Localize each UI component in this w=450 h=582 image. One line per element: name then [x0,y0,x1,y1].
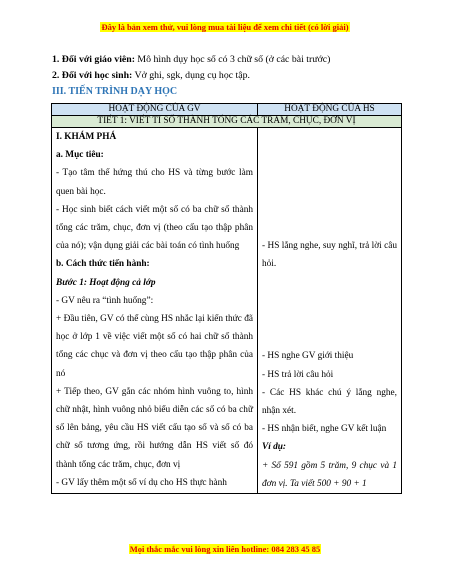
prep-teacher-text: Mô hình dụy học số có 3 chữ số (ở các bài trước) [134,54,331,65]
gv-line: + Tiếp theo, GV gắn các nhóm hình vuông to, hình chữ nhật, hình vuông nhỏ biểu diễn các số có ba chữ số lên bảng, yêu cầu HS viết cấu tạo số và số có ba chữ số tương ứng, rồi hướng dẫn HS viết số đó thành tổng các trăm, chục, đơn vị [56,386,253,470]
prep-teacher [52,54,330,65]
preview-notice-banner: Đây là bản xem thử, vui lòng mua tài liệu để xem chi tiết (có lời giải) [101,22,349,32]
hs-line: + Số 591 gồm 5 trăm, 9 chục và 1 đơn vị. Ta viết 500 + 90 + 1 [262,460,397,489]
prep-student [52,70,250,81]
section-title: III. TIẾN TRÌNH DẠY HỌC [52,86,178,97]
gv-line: I. KHÁM PHÁ [56,132,117,142]
hotline-banner: Mọi thắc mắc vui lòng xin liên hotline: 084 283 45 85 [129,544,321,554]
hs-line: - Các HS khác chú ý lắng nghe, nhận xét. [262,387,397,417]
col-header-hs: HOẠT ĐỘNG CỦA HS [258,104,402,116]
gv-line: Bước 1: Hoạt động cả lớp [56,277,156,288]
lesson-title: TIẾT 1: VIẾT TỈ SỐ THÀNH TỔNG CÁC TRĂM, CHỤC, ĐƠN VỊ [52,116,402,128]
hs-activity-cell [258,128,402,494]
prep-student-text: Vở ghi, sgk, dụng cụ học tập. [132,70,250,81]
gv-activity-cell [52,128,258,494]
hs-line: - HS nghe GV giới thiệu [262,351,354,362]
prep-teacher-label: 1. Đối với giáo viên: [52,54,135,65]
hs-line: - HS trả lời câu hỏi [262,369,334,380]
col-header-gv: HOẠT ĐỘNG CỦA GV [52,104,258,116]
hs-line: - HS nhận biết, nghe GV kết luận [262,424,387,435]
prep-student-label: 2. Đối với học sinh: [52,70,133,81]
gv-line: a. Mục tiêu: [56,150,104,161]
activity-table [51,103,402,494]
gv-line: + Đầu tiên, GV có thể cùng HS nhắc lại kiến thức đã học ở lớp 1 về việc viết một số có hai chữ số thành tổng các chục và đơn vị theo cấu tạo thập phân của nó [56,314,253,379]
gv-line: - Học sinh biết cách viết một số có ba chữ số thành tổng các trăm, chục, đơn vị (theo cấu tạo thập phân của nó); vận dụng giải các bài toán có tình huống [56,204,253,252]
hs-line: - HS lắng nghe, suy nghĩ, trả lời câu hỏi. [262,241,397,270]
gv-line: - Tạo tâm thế hứng thú cho HS và từng bước làm quen bài học. [56,168,253,197]
hs-line: Ví dụ: [262,442,287,453]
gv-line: - GV lấy thêm một số ví dụ cho HS thực hành [56,477,227,488]
gv-line: - GV nêu ra “tình huống”: [56,295,154,306]
gv-line: b. Cách thức tiến hành: [56,259,150,270]
